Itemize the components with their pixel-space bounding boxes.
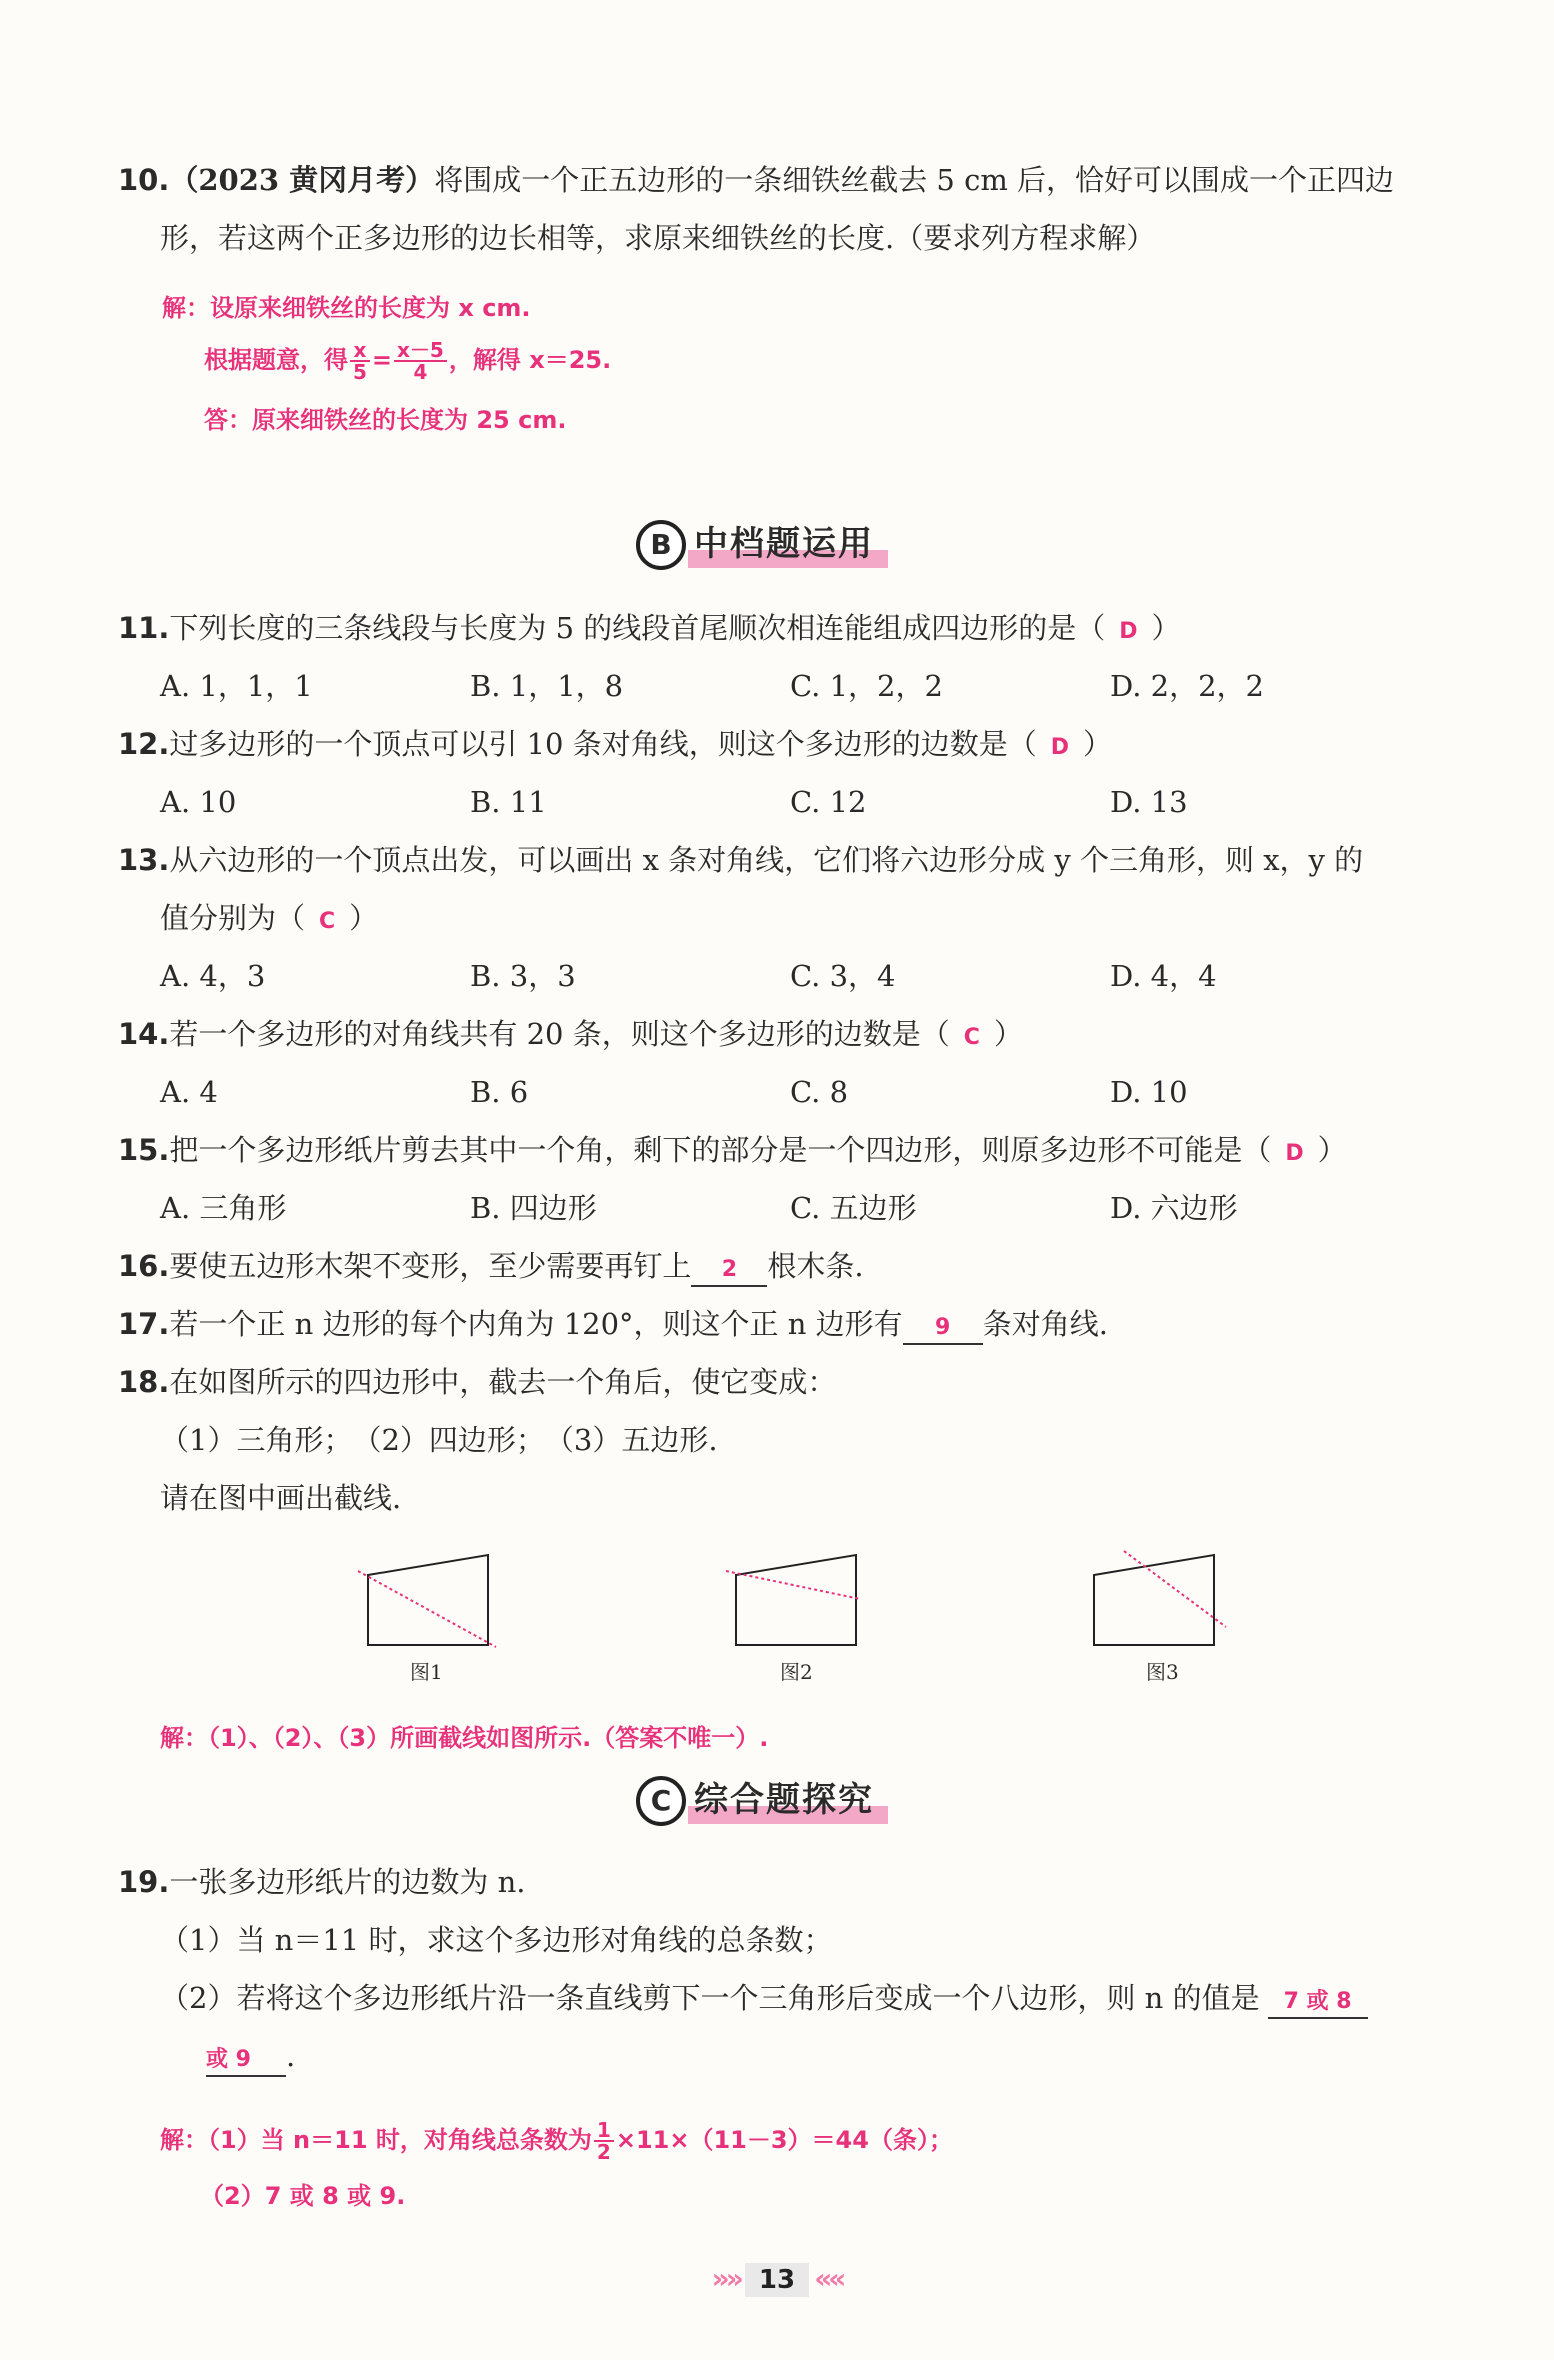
section-b-title: 中档题运用 (694, 524, 874, 564)
q17-blank: 9 (903, 1313, 983, 1345)
q11-text: 下列长度的三条线段与长度为 5 的线段首尾顺次相连能组成四边形的是（ (169, 611, 1106, 645)
q10-number: 10. (118, 163, 170, 197)
q10-frac1-num: x (350, 340, 370, 362)
q19-sol1-pre: 解：（1）当 n＝11 时，对角线总条数为 (160, 2126, 592, 2154)
q12-option-b: B. 11 (470, 785, 547, 819)
q15-close: ） (1317, 1133, 1347, 1167)
q19-frac-den: 2 (596, 2140, 611, 2164)
q19-blank-2: 或 9 (206, 2045, 286, 2077)
q11-number: 11. (118, 611, 170, 645)
figure-2-label: 图2 (780, 1660, 813, 1684)
footer-right-arrows: «« (814, 2262, 843, 2295)
q16-stem (118, 1246, 864, 1287)
q15-stem (118, 1130, 1347, 1174)
figure-1 (350, 1545, 500, 1655)
q17-post: 条对角线. (982, 1307, 1108, 1341)
q14-text: 若一个多边形的对角线共有 20 条，则这个多边形的边数是（ (169, 1017, 950, 1051)
q12-option-a: A. 10 (160, 785, 237, 819)
q12-answer: D (1050, 735, 1069, 760)
section-c-heading (636, 1776, 936, 1834)
page-footer (0, 2262, 1554, 2297)
q13-text: 从六边形的一个顶点出发，可以画出 x 条对角线，它们将六边形分成 y 个三角形，则 x，y 的 (169, 843, 1364, 877)
q19-subpart-2-text: （2）若将这个多边形纸片沿一条直线剪下一个三角形后变成一个八边形，则 n 的值是 (160, 1981, 1260, 2015)
q16-post: 根木条. (767, 1249, 864, 1283)
figure-1-label: 图1 (410, 1660, 443, 1684)
q10-text-1: 将围成一个正五边形的一条细铁丝截去 5 cm 后，恰好可以围成一个正四边 (434, 163, 1395, 197)
q15-number: 15. (118, 1133, 170, 1167)
q12-number: 12. (118, 727, 170, 761)
q11-option-b: B. 1，1，8 (470, 669, 624, 703)
q19-subpart-1: （1）当 n＝11 时，求这个多边形对角线的总条数； (160, 1923, 833, 1957)
q19-period: . (286, 2039, 296, 2073)
q13-number: 13. (118, 843, 170, 877)
q19-solution-1 (160, 2120, 953, 2162)
q19-blank-1: 7 或 8 (1268, 1987, 1368, 2019)
q13-stem (118, 840, 1363, 880)
q14-close: ） (993, 1017, 1023, 1051)
q12-stem (118, 724, 1112, 768)
q14-option-d: D. 10 (1110, 1075, 1188, 1109)
figure-2 (722, 1545, 872, 1655)
q14-option-c: C. 8 (790, 1075, 849, 1109)
q13-option-a: A. 4，3 (160, 959, 266, 993)
q13-stem-2 (160, 898, 378, 942)
q13-option-d: D. 4，4 (1110, 959, 1217, 993)
q10-line1 (118, 160, 1394, 200)
q13-answer: C (319, 909, 336, 934)
q10-source: （2023 黄冈月考） (169, 163, 435, 197)
figure-3 (1080, 1545, 1230, 1655)
q10-fraction-1 (350, 340, 370, 382)
q15-option-d: D. 六边形 (1110, 1191, 1238, 1225)
q19-subpart-2-cont (206, 2036, 295, 2077)
q19-solution-2: （2）7 或 8 或 9. (200, 2182, 406, 2210)
q10-line2: 形，若这两个正多边形的边长相等，求原来细铁丝的长度.（要求列方程求解） (160, 221, 1156, 255)
q10-frac2-den: 4 (413, 360, 428, 384)
q18-number: 18. (118, 1365, 170, 1399)
q10-frac2-num: x－5 (394, 340, 447, 362)
q11-option-d: D. 2，2，2 (1110, 669, 1265, 703)
q15-option-b: B. 四边形 (470, 1191, 597, 1225)
q10-solution-2 (204, 340, 611, 382)
q18-instruction: 请在图中画出截线. (160, 1481, 402, 1515)
q10-fraction-2 (394, 340, 447, 382)
q16-pre: 要使五边形木架不变形，至少需要再钉上 (169, 1249, 692, 1283)
q18-text: 在如图所示的四边形中，截去一个角后，使它变成： (169, 1365, 837, 1399)
q13-close: ） (349, 901, 379, 935)
section-b-badge: B (636, 520, 686, 570)
q19-stem (118, 1862, 526, 1902)
section-c-title: 综合题探究 (694, 1780, 874, 1820)
section-b-heading (636, 520, 936, 578)
q19-subpart-2 (160, 1978, 1368, 2019)
q14-option-a: A. 4 (160, 1075, 218, 1109)
q19-frac-num: 1 (594, 2120, 614, 2142)
q12-option-d: D. 13 (1110, 785, 1188, 819)
q10-eq: = (371, 346, 393, 374)
q10-solution-2-pre: 根据题意，得 (204, 346, 348, 374)
q18-solution: 解：（1）、（2）、（3）所画截线如图所示.（答案不唯一）. (160, 1724, 769, 1752)
q18-subparts: （1）三角形； （2）四边形； （3）五边形. (160, 1423, 718, 1457)
q17-number: 17. (118, 1307, 170, 1341)
q15-option-a: A. 三角形 (160, 1191, 287, 1225)
q10-solution-3: 答：原来细铁丝的长度为 25 cm. (204, 406, 567, 434)
q19-fraction (594, 2120, 614, 2162)
section-c-badge: C (636, 1776, 686, 1826)
q12-option-c: C. 12 (790, 785, 867, 819)
q16-blank: 2 (691, 1255, 767, 1287)
q12-text: 过多边形的一个顶点可以引 10 条对角线，则这个多边形的边数是（ (169, 727, 1037, 761)
q19-sol1-post: ×11×（11－3）＝44（条）； (615, 2126, 953, 2154)
figure-3-label: 图3 (1146, 1660, 1179, 1684)
q14-answer: C (963, 1025, 980, 1050)
q15-text: 把一个多边形纸片剪去其中一个角，剩下的部分是一个四边形，则原多边形不可能是（ (169, 1133, 1272, 1167)
q13-text-2: 值分别为（ (160, 901, 306, 935)
q11-stem (118, 608, 1181, 652)
q19-number: 19. (118, 1865, 170, 1899)
page-number: 13 (745, 2263, 809, 2297)
q16-number: 16. (118, 1249, 170, 1283)
footer-left-arrows: »» (711, 2262, 740, 2295)
q14-option-b: B. 6 (470, 1075, 529, 1109)
q10-solution-1: 解：设原来细铁丝的长度为 x cm. (162, 294, 531, 322)
q10-frac1-den: 5 (353, 360, 367, 384)
q11-option-a: A. 1，1，1 (160, 669, 313, 703)
q11-close: ） (1151, 611, 1181, 645)
q15-option-c: C. 五边形 (790, 1191, 917, 1225)
q10-solution-2-post: ，解得 x＝25. (448, 346, 612, 374)
q12-close: ） (1082, 727, 1112, 761)
q14-stem (118, 1014, 1023, 1058)
q13-option-b: B. 3，3 (470, 959, 576, 993)
q13-option-c: C. 3，4 (790, 959, 896, 993)
q17-pre: 若一个正 n 边形的每个内角为 120°，则这个正 n 边形有 (169, 1307, 903, 1341)
q17-stem (118, 1304, 1108, 1345)
q14-number: 14. (118, 1017, 170, 1051)
q11-answer: D (1119, 619, 1138, 644)
q15-answer: D (1285, 1141, 1304, 1166)
q19-text: 一张多边形纸片的边数为 n. (169, 1865, 526, 1899)
q18-stem (118, 1362, 836, 1402)
q11-option-c: C. 1，2，2 (790, 669, 943, 703)
